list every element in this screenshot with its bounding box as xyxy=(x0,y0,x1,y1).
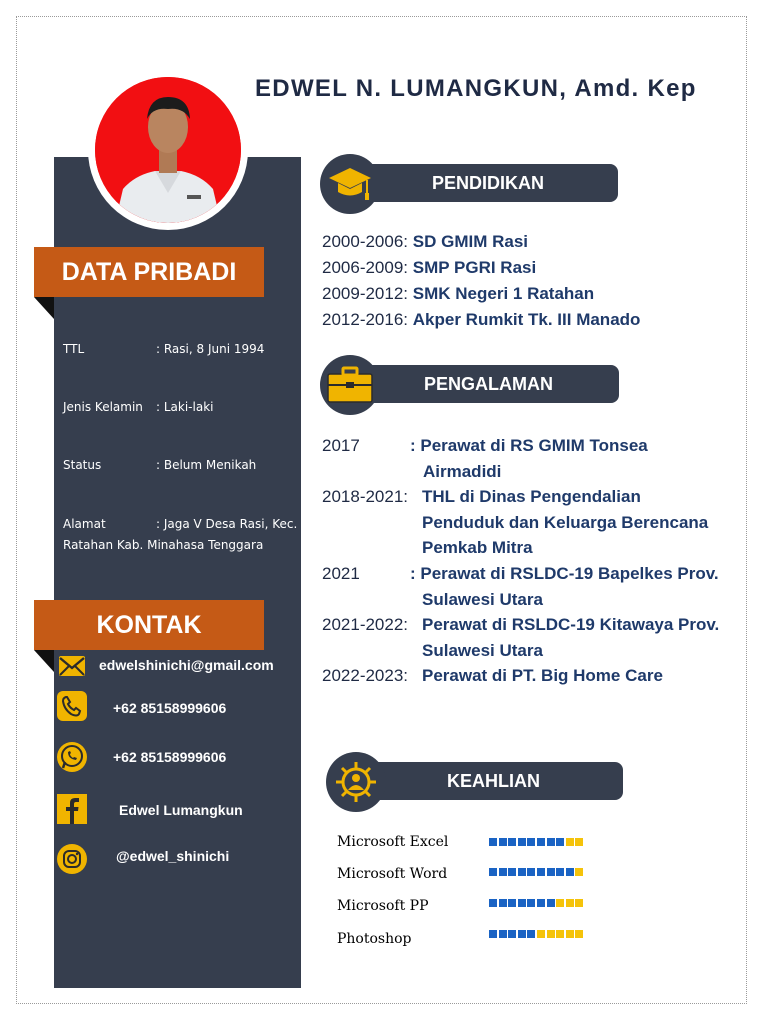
skill-square-filled xyxy=(489,838,497,846)
profile-photo-frame xyxy=(88,70,248,230)
graduation-cap-icon xyxy=(320,154,380,214)
skill-square-filled xyxy=(556,838,564,846)
skill-square-filled xyxy=(556,868,564,876)
skill-name: Microsoft Word xyxy=(337,866,448,882)
experience-line: Penduduk dan Keluarga Berencana xyxy=(422,512,709,532)
contact-email[interactable]: edwelshinichi@gmail.com xyxy=(99,657,274,673)
experience-desc xyxy=(422,484,742,561)
skills-gear-icon xyxy=(326,752,386,812)
personal-value: : Laki-laki xyxy=(156,400,214,414)
experience-years: 2022-2023: xyxy=(322,666,409,685)
skill-square-filled xyxy=(518,868,526,876)
skill-square-filled xyxy=(527,930,535,938)
skill-square-filled xyxy=(499,868,507,876)
skill-square-filled xyxy=(527,868,535,876)
full-name: EDWEL N. LUMANGKUN, Amd. Kep xyxy=(255,75,697,102)
skill-square-filled xyxy=(508,868,516,876)
experience-desc xyxy=(410,561,750,612)
experience-line: Perawat di RSLDC-19 Kitawaya Prov. xyxy=(422,615,720,634)
personal-label: Alamat xyxy=(63,517,106,531)
personal-value: : Jaga V Desa Rasi, Kec. Ratahan Kab. Minahasa Tenggara xyxy=(63,517,298,552)
skill-square-empty xyxy=(566,838,574,846)
keahlian-title: KEAHLIAN xyxy=(364,762,623,800)
profile-photo xyxy=(95,77,241,223)
skill-square-empty xyxy=(575,838,583,846)
education-school: SMP PGRI Rasi xyxy=(412,258,537,277)
skill-name: Photoshop xyxy=(337,931,412,947)
experience-years: 2017 xyxy=(322,436,360,455)
kontak-banner-fold xyxy=(34,650,54,672)
skill-name: Microsoft PP xyxy=(337,898,429,914)
phone-icon xyxy=(56,690,88,722)
skill-square-filled xyxy=(508,838,516,846)
experience-line: Sulawesi Utara xyxy=(422,589,543,609)
skill-square-filled xyxy=(489,930,497,938)
skill-square-filled xyxy=(499,838,507,846)
skill-square-filled xyxy=(566,868,574,876)
skill-square-empty xyxy=(547,930,555,938)
skill-square-empty xyxy=(556,899,564,907)
briefcase-icon xyxy=(320,355,380,415)
experience-line: : Perawat di RS GMIM Tonsea xyxy=(410,436,648,455)
experience-line: : Perawat di RSLDC-19 Bapelkes Prov. xyxy=(410,564,719,583)
pengalaman-title: PENGALAMAN xyxy=(358,365,619,403)
experience-line: Pemkab Mitra xyxy=(422,538,533,558)
whatsapp-icon xyxy=(56,741,88,773)
pengalaman-header xyxy=(320,361,620,405)
skill-square-filled xyxy=(508,899,516,907)
education-school: SMK Negeri 1 Ratahan xyxy=(412,284,595,303)
experience-desc xyxy=(422,663,742,689)
education-years: 2009-2012: xyxy=(322,284,409,303)
personal-label: Jenis Kelamin xyxy=(63,400,143,414)
education-item xyxy=(322,284,594,304)
pendidikan-header xyxy=(320,160,620,204)
personal-label: Status xyxy=(63,458,102,472)
skill-square-filled xyxy=(547,899,555,907)
skill-square-filled xyxy=(489,868,497,876)
education-item xyxy=(322,258,536,278)
experience-line: Airmadidi xyxy=(423,461,502,481)
skill-square-filled xyxy=(527,838,535,846)
contact-instagram[interactable]: @edwel_shinichi xyxy=(116,848,230,864)
contact-facebook[interactable]: Edwel Lumangkun xyxy=(119,802,243,818)
experience-line: Perawat di PT. Big Home Care xyxy=(422,666,663,685)
skill-level-bar xyxy=(489,838,583,847)
skill-square-empty xyxy=(537,930,545,938)
skill-square-filled xyxy=(508,930,516,938)
education-years: 2000-2006: xyxy=(322,232,409,251)
skill-square-filled xyxy=(537,899,545,907)
education-school: Akper Rumkit Tk. III Manado xyxy=(412,310,641,329)
kontak-banner: KONTAK xyxy=(34,600,264,650)
facebook-icon xyxy=(56,793,88,825)
education-item xyxy=(322,310,640,330)
skill-square-filled xyxy=(518,930,526,938)
skill-name: Microsoft Excel xyxy=(337,834,449,850)
keahlian-header xyxy=(326,758,626,802)
skill-square-filled xyxy=(537,868,545,876)
experience-desc xyxy=(410,433,740,484)
skill-square-filled xyxy=(518,899,526,907)
skill-square-filled xyxy=(527,899,535,907)
skill-square-filled xyxy=(499,899,507,907)
experience-line: THL di Dinas Pengendalian xyxy=(422,487,641,506)
skill-square-filled xyxy=(547,868,555,876)
contact-phone[interactable]: +62 85158999606 xyxy=(113,700,227,716)
skill-square-empty xyxy=(575,868,583,876)
personal-row-address xyxy=(63,514,303,556)
contact-whatsapp[interactable]: +62 85158999606 xyxy=(113,749,227,765)
skill-level-bar xyxy=(489,930,583,939)
skill-square-empty xyxy=(575,899,583,907)
data-pribadi-banner-fold xyxy=(34,297,54,319)
experience-years: 2021 xyxy=(322,564,360,583)
skill-level-bar xyxy=(489,899,583,908)
personal-value: : Belum Menikah xyxy=(156,458,257,472)
education-item xyxy=(322,232,528,252)
education-years: 2012-2016: xyxy=(322,310,409,329)
instagram-icon xyxy=(56,843,88,875)
skill-square-empty xyxy=(575,930,583,938)
skill-square-filled xyxy=(547,838,555,846)
personal-value: : Rasi, 8 Juni 1994 xyxy=(156,342,265,356)
skill-level-bar xyxy=(489,868,583,877)
education-school: SD GMIM Rasi xyxy=(412,232,529,251)
skill-square-empty xyxy=(566,899,574,907)
skill-square-filled xyxy=(518,838,526,846)
skill-square-filled xyxy=(489,899,497,907)
email-icon xyxy=(56,650,88,682)
skill-square-filled xyxy=(499,930,507,938)
skill-square-empty xyxy=(566,930,574,938)
data-pribadi-banner: DATA PRIBADI xyxy=(34,247,264,297)
skill-square-empty xyxy=(556,930,564,938)
experience-years: 2021-2022: xyxy=(322,615,409,634)
personal-label: TTL xyxy=(63,342,85,356)
experience-desc xyxy=(422,612,742,663)
skill-square-filled xyxy=(537,838,545,846)
experience-line: Sulawesi Utara xyxy=(422,640,543,660)
education-years: 2006-2009: xyxy=(322,258,409,277)
pendidikan-title: PENDIDIKAN xyxy=(358,164,618,202)
experience-years: 2018-2021: xyxy=(322,487,409,506)
